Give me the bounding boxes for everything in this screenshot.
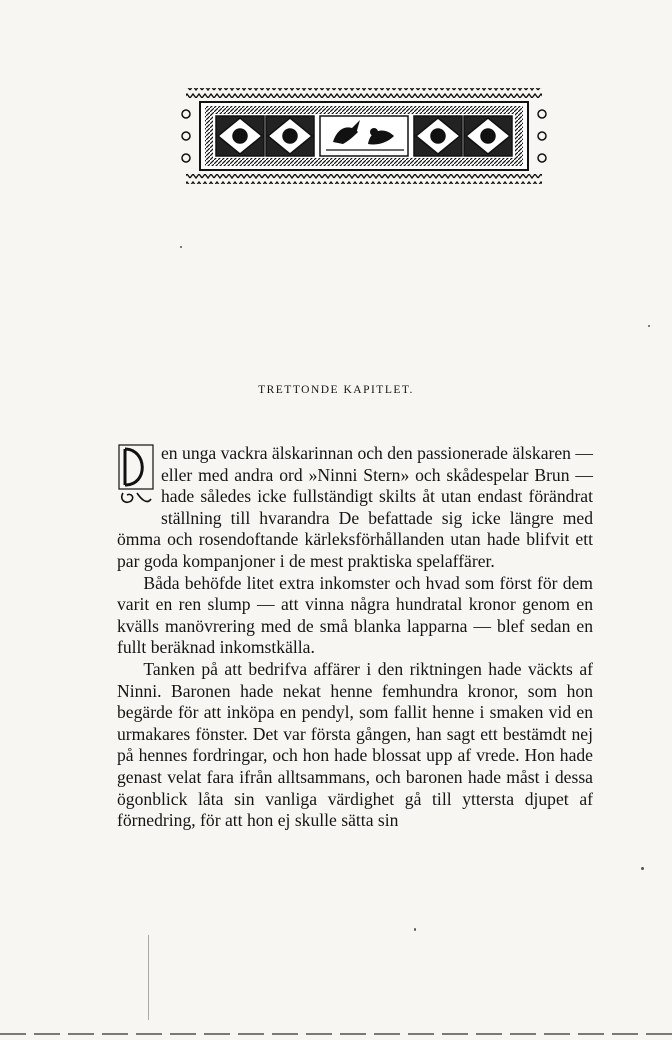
paper-speck — [641, 867, 644, 870]
paragraph: en unga vackra älskarinnan och den passionerade älskaren — eller med andra ord »Ninni Stern» och skådespelar Brun — hade således icke fullständigt skilts åt utan endast förändrat ställning till hvarandra De befattade sig icke längre med ömma och rosendoftande kärleksförhållanden utan hade blifvit ett par goda kompanjoner i de mest praktiska spelaffärer. — [117, 443, 593, 571]
body-text — [117, 443, 593, 832]
paper-speck — [648, 325, 650, 327]
drop-cap — [117, 443, 157, 509]
headpiece-ornament — [178, 84, 550, 188]
chapter-heading: TRETTONDE KAPITLET. — [258, 384, 414, 396]
paper-speck — [414, 928, 416, 931]
paragraph: Tanken på att bedrifva affärer i den riktningen hade väckts af Ninni. Baronen hade nekat henne femhundra kronor, som hon begärde för att inköpa en pendyl, som fallit henne i smaken vid en urmakares fönster. Det var första gången, han sagt ett bestämdt nej på hennes fordringar, och hon hade blossat upp af vrede. Hon hade genast velat fara ifrån alltsammans, och baronen hade måst i dessa ögonblick låta sin vanliga värdighet gå till yttersta djupet af förnedring, för att hon ej skulle sätta sin — [117, 658, 593, 831]
margin-line — [148, 935, 149, 1020]
paragraph: Båda behöfde litet extra inkomster och hvad som först för dem varit en ren slump — att vinna några hundratal kronor genom en kvälls manövrering med de små blanka lapparna — blef sedan en fullt beräknad inkomstkälla. — [117, 572, 593, 658]
page-edge — [0, 1033, 672, 1035]
paper-speck — [180, 246, 182, 248]
